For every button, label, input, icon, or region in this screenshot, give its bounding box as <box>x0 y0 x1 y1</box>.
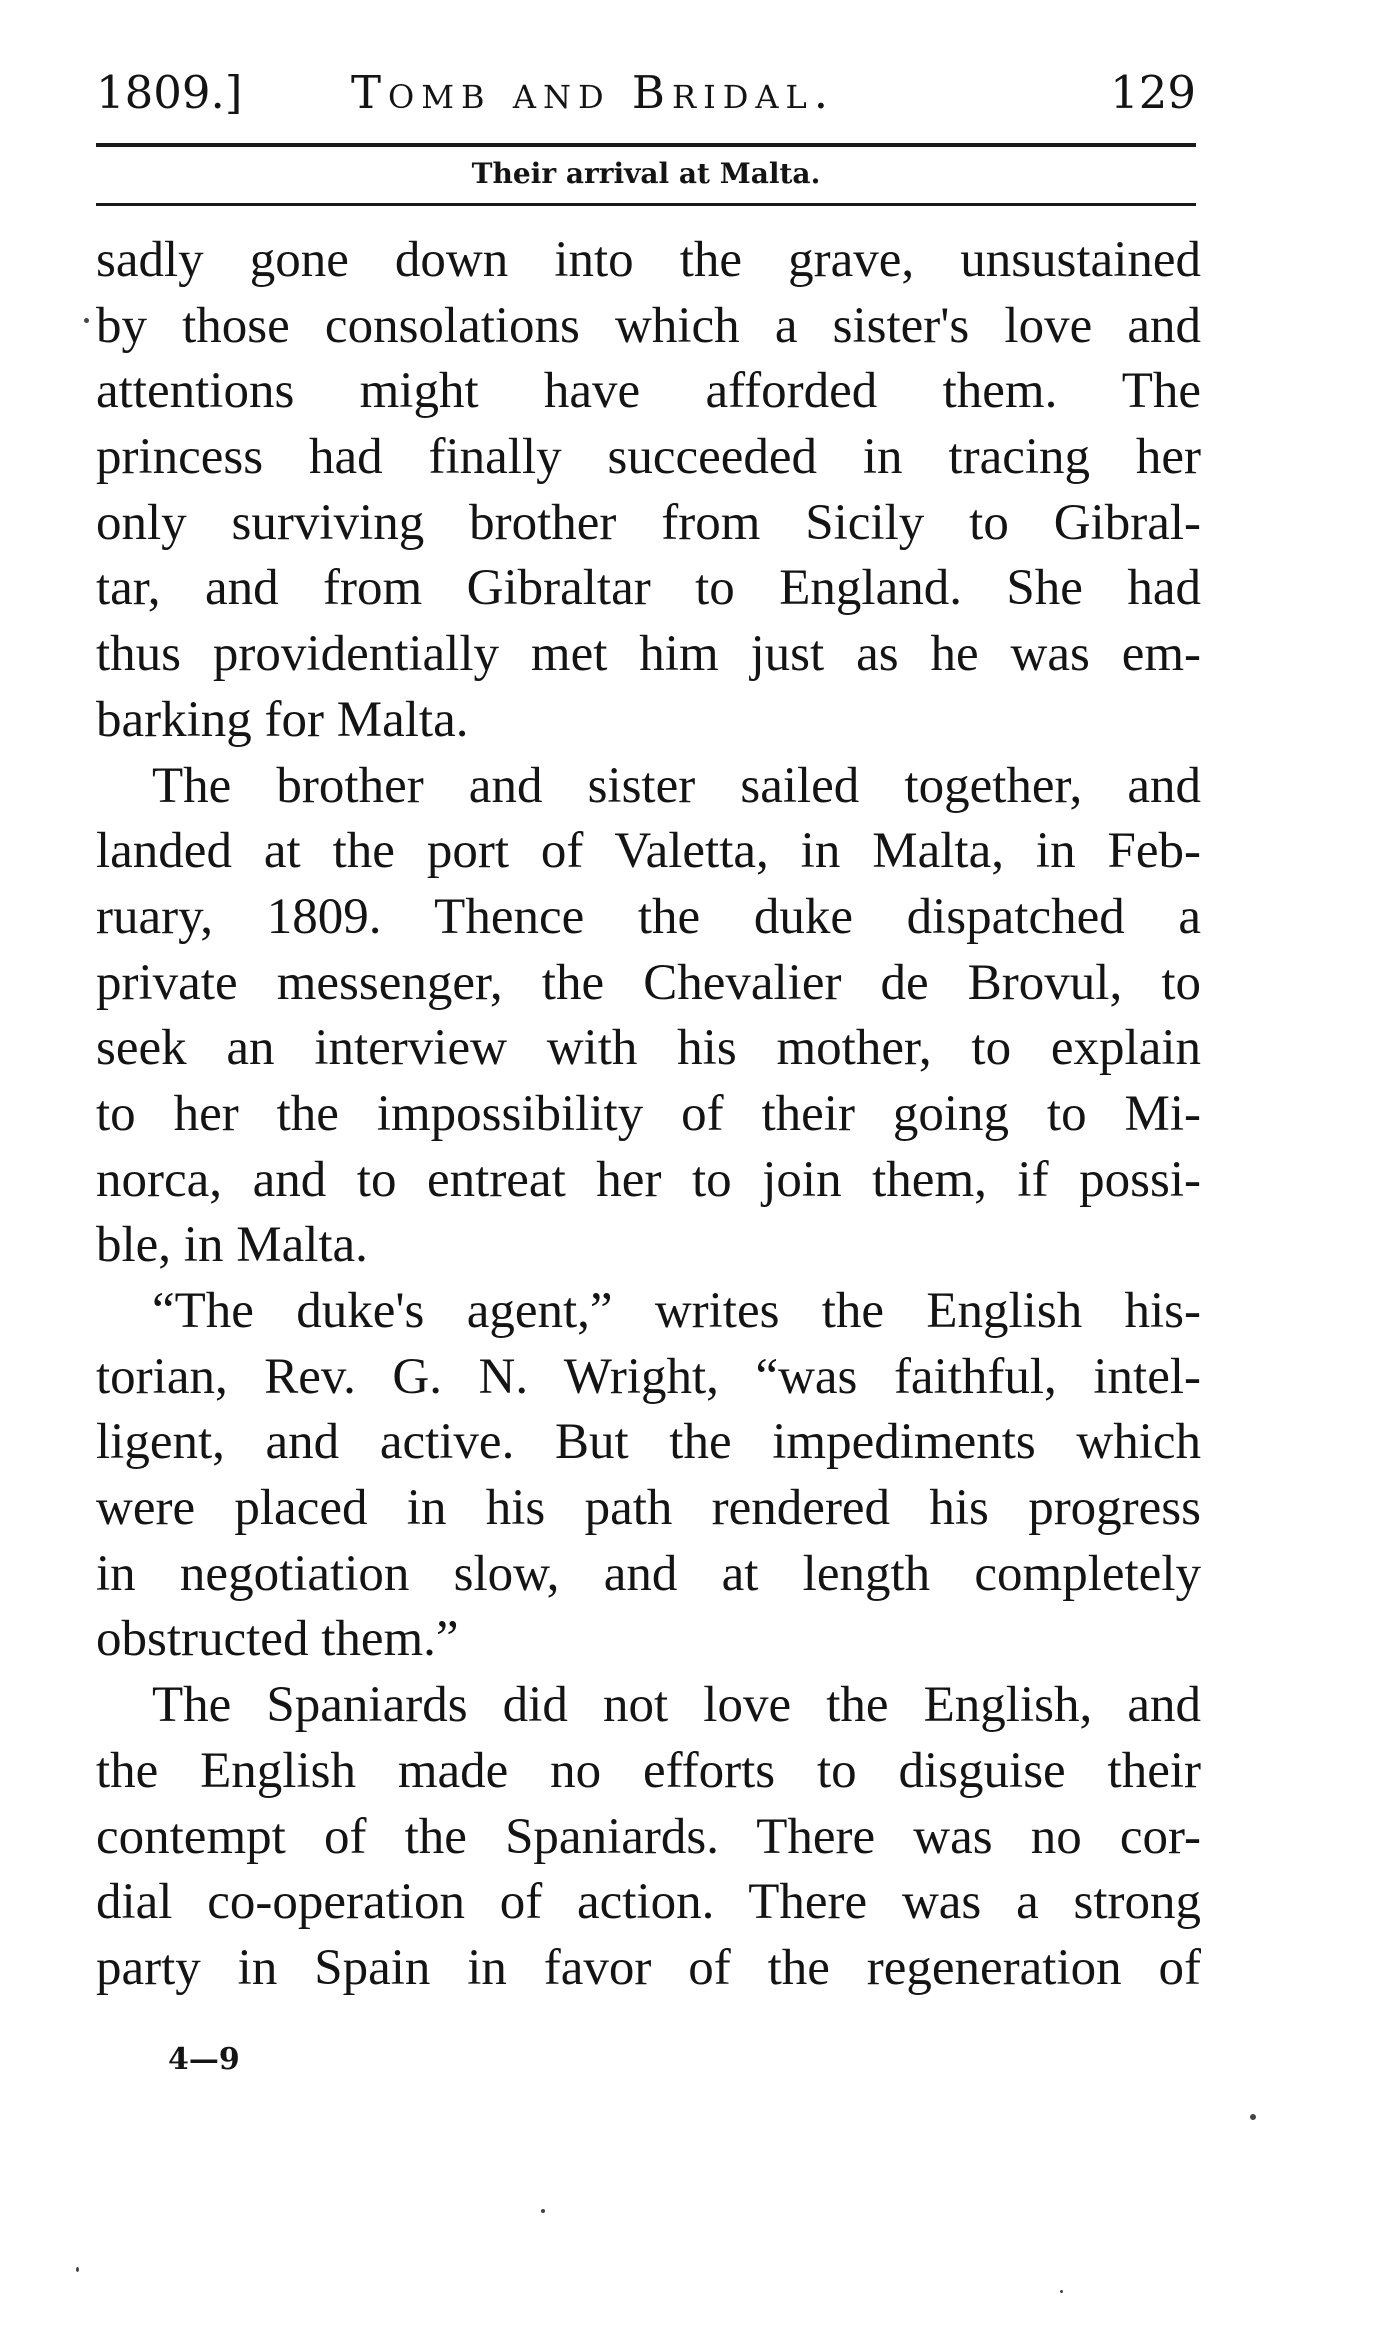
print-speck <box>1060 2290 1063 2293</box>
text-line: were placed in his path rendered his progress <box>96 1480 1201 1537</box>
text-line: The Spaniards did not love the English, and <box>152 1677 1201 1734</box>
text-line: private messenger, the Chevalier de Brovul, to <box>96 954 1201 1011</box>
print-speck <box>84 318 89 323</box>
text-line: thus providentially met him just as he was em- <box>96 626 1201 683</box>
text-line: to her the impossibility of their going to Mi- <box>96 1085 1201 1142</box>
print-speck <box>76 2267 79 2272</box>
text-line: the English made no efforts to disguise their <box>96 1742 1201 1799</box>
header-title: Tomb and Bridal. <box>351 66 836 119</box>
text-line: attentions might have afforded them. The <box>96 363 1201 420</box>
text-line: ruary, 1809. Thence the duke dispatched a <box>96 888 1201 945</box>
body-text <box>96 228 1201 2002</box>
text-line: party in Spain in favor of the regeneration of <box>96 1939 1201 1996</box>
text-line: only surviving brother from Sicily to Gibral- <box>96 494 1201 551</box>
text-line: The brother and sister sailed together, and <box>152 757 1201 814</box>
text-line: seek an interview with his mother, to explain <box>96 1020 1201 1077</box>
text-line: barking for Malta. <box>96 691 469 748</box>
text-line: ligent, and active. But the impediments which <box>96 1414 1201 1471</box>
page-number: 129 <box>1110 66 1196 119</box>
subheading: Their arrival at Malta. <box>471 157 821 190</box>
signature-mark: 4—9 <box>168 2042 240 2077</box>
running-head <box>96 58 1196 128</box>
text-line: ble, in Malta. <box>96 1217 368 1274</box>
text-line: landed at the port of Valetta, in Malta, in Feb- <box>96 823 1201 880</box>
text-line: contempt of the Spaniards. There was no cor- <box>96 1808 1201 1865</box>
text-line: obstructed them.” <box>96 1611 459 1668</box>
text-line: by those consolations which a sister's love and <box>96 297 1201 354</box>
text-line: tar, and from Gibraltar to England. She had <box>96 560 1201 617</box>
text-line: norca, and to entreat her to join them, if possi- <box>96 1151 1201 1208</box>
header-year: 1809.] <box>96 66 243 119</box>
text-line: in negotiation slow, and at length completely <box>96 1545 1201 1602</box>
print-speck <box>1250 2114 1256 2120</box>
text-line: dial co-operation of action. There was a strong <box>96 1874 1201 1931</box>
text-line: princess had finally succeeded in tracing her <box>96 429 1201 486</box>
text-line: “The duke's agent,” writes the English his- <box>152 1283 1201 1339</box>
text-line: torian, Rev. G. N. Wright, “was faithful, intel- <box>96 1348 1201 1405</box>
print-speck <box>541 2209 545 2213</box>
header-rule-top <box>96 143 1196 147</box>
header-rule-bottom <box>96 203 1196 206</box>
text-line: sadly gone down into the grave, unsustained <box>96 232 1201 288</box>
